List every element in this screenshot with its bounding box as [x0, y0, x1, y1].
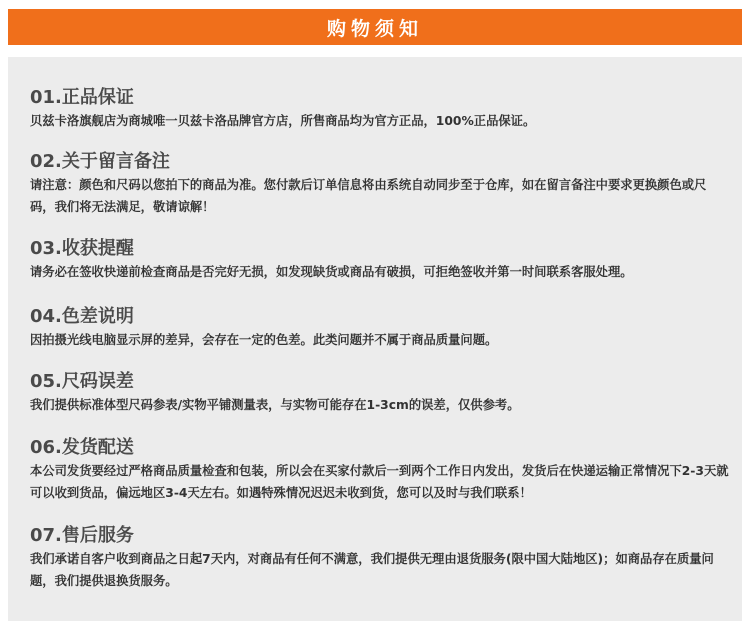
section-after-sales	[30, 525, 730, 592]
section-body: 本公司发货要经过严格商品质量检查和包装，所以会在买家付款后一到两个工作日内发出，发货后在快递运输正常情况下2-3天就可以收到货品，偏远地区3-4天左右。如遇特殊情况迟迟未收到货，您可以及时与我们联系！	[30, 464, 729, 500]
section-body: 请务必在签收快递前检查商品是否完好无损，如发现缺货或商品有破损，可拒绝签收并第一时间联系客服处理。	[30, 265, 633, 279]
section-body: 贝兹卡洛旗舰店为商城唯一贝兹卡洛品牌官方店，所售商品均为官方正品，100%正品保证。	[30, 114, 536, 128]
section-order-notes	[30, 151, 730, 218]
section-body: 请注意：颜色和尺码以您拍下的商品为准。您付款后订单信息将由系统自动同步至于仓库，如在留言备注中要求更换颜色或尺码，我们将无法满足，敬请谅解！	[30, 178, 707, 214]
section-authenticity	[30, 87, 730, 132]
notice-panel	[8, 57, 742, 621]
section-title: 04.色差说明	[30, 306, 134, 327]
section-title: 07.售后服务	[30, 525, 134, 546]
page-header-banner	[8, 9, 742, 45]
section-shipping	[30, 437, 730, 504]
section-body: 因拍摄光线电脑显示屏的差异，会存在一定的色差。此类问题并不属于商品质量问题。	[30, 333, 498, 347]
section-body: 我们承诺自客户收到商品之日起7天内，对商品有任何不满意，我们提供无理由退货服务(限中国大陆地区)；如商品存在质量问题，我们提供退换货服务。	[30, 552, 714, 588]
page-title: 购物须知	[326, 17, 423, 40]
section-title: 01.正品保证	[30, 87, 134, 108]
section-color-difference	[30, 306, 730, 351]
section-title: 03.收获提醒	[30, 238, 134, 259]
section-size-error	[30, 371, 730, 416]
section-title: 06.发货配送	[30, 437, 134, 458]
section-body: 我们提供标准体型尺码参表/实物平铺测量表，与实物可能存在1-3cm的误差，仅供参考。	[30, 398, 520, 412]
section-title: 02.关于留言备注	[30, 151, 170, 172]
section-title: 05.尺码误差	[30, 371, 134, 392]
section-receipt-reminder	[30, 238, 730, 283]
